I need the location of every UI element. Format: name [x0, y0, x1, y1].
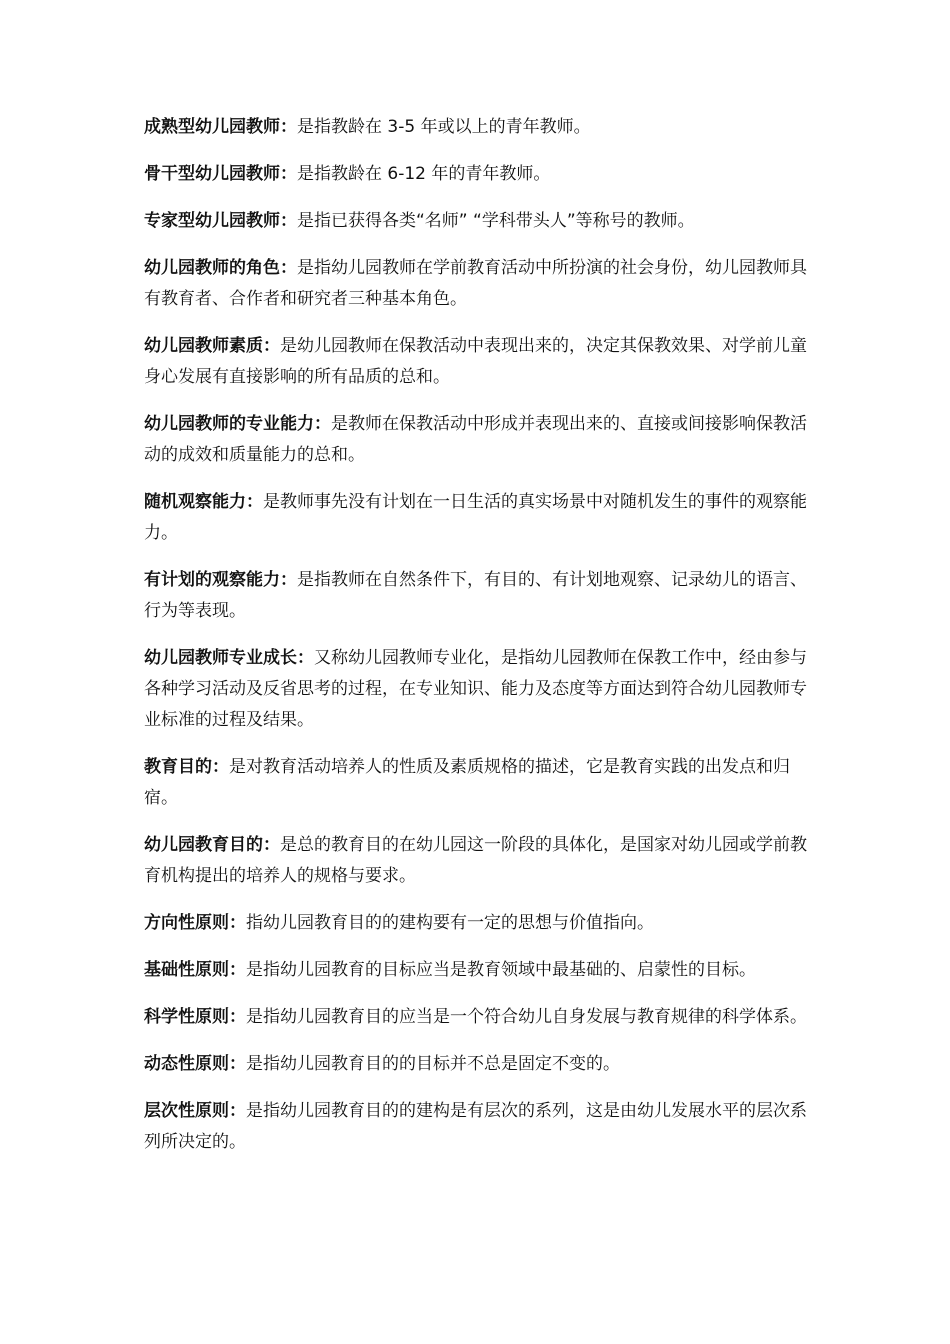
entry-term: 基础性原则： — [144, 960, 246, 980]
glossary-entry-professional-growth — [144, 643, 810, 736]
glossary-entry-foundation-principle — [144, 955, 810, 986]
glossary-entry-planned-observation — [144, 565, 810, 627]
entry-definition: 是指幼儿园教育目的应当是一个符合幼儿自身发展与教育规律的科学体系。 — [246, 1007, 807, 1027]
entry-term: 动态性原则： — [144, 1054, 246, 1074]
entry-term: 幼儿园教师的角色： — [144, 258, 297, 278]
entry-term: 随机观察能力： — [144, 492, 263, 512]
entry-term: 成熟型幼儿园教师： — [144, 117, 297, 137]
entry-term: 层次性原则： — [144, 1101, 246, 1121]
glossary-entry-teacher-role — [144, 253, 810, 315]
entry-definition: 是指幼儿园教师在学前教育活动中所扮演的社会身份，幼儿园教师具有教育者、合作者和研究者三种基本角色。 — [144, 258, 807, 309]
entry-definition: 指幼儿园教育目的的建构要有一定的思想与价值指向。 — [246, 913, 654, 933]
entry-definition: 是指教龄在 3-5 年或以上的青年教师。 — [297, 117, 591, 137]
glossary-entry-backbone-teacher — [144, 159, 810, 190]
glossary-entry-teacher-quality — [144, 331, 810, 393]
glossary-entry-direction-principle — [144, 908, 810, 939]
entry-definition: 又称幼儿园教师专业化，是指幼儿园教师在保教工作中，经由参与各种学习活动及反省思考的过程，在专业知识、能力及态度等方面达到符合幼儿园教师专业标准的过程及结果。 — [144, 648, 807, 730]
glossary-entry-hierarchy-principle — [144, 1096, 810, 1158]
entry-definition: 是指幼儿园教育的目标应当是教育领域中最基础的、启蒙性的目标。 — [246, 960, 756, 980]
entry-definition: 是对教育活动培养人的性质及素质规格的描述，它是教育实践的出发点和归宿。 — [144, 757, 790, 808]
entry-definition: 是教师在保教活动中形成并表现出来的、直接或间接影响保教活动的成效和质量能力的总和。 — [144, 414, 807, 465]
entry-term: 科学性原则： — [144, 1007, 246, 1027]
glossary-entry-education-purpose — [144, 752, 810, 814]
entry-definition: 是教师事先没有计划在一日生活的真实场景中对随机发生的事件的观察能力。 — [144, 492, 807, 543]
entry-definition: 是指教师在自然条件下，有目的、有计划地观察、记录幼儿的语言、行为等表现。 — [144, 570, 807, 621]
glossary-list — [144, 112, 810, 1174]
entry-definition: 是指已获得各类“名师” “学科带头人”等称号的教师。 — [297, 211, 695, 231]
glossary-entry-mature-teacher — [144, 112, 810, 143]
entry-definition: 是指教龄在 6-12 年的青年教师。 — [297, 164, 551, 184]
entry-term: 幼儿园教师素质： — [144, 336, 280, 356]
glossary-entry-scientific-principle — [144, 1002, 810, 1033]
entry-definition: 是幼儿园教师在保教活动中表现出来的，决定其保教效果、对学前儿童身心发展有直接影响的所有品质的总和。 — [144, 336, 807, 387]
entry-definition: 是总的教育目的在幼儿园这一阶段的具体化，是国家对幼儿园或学前教育机构提出的培养人的规格与要求。 — [144, 835, 807, 886]
glossary-entry-professional-ability — [144, 409, 810, 471]
entry-term: 教育目的： — [144, 757, 229, 777]
entry-term: 有计划的观察能力： — [144, 570, 297, 590]
entry-term: 幼儿园教师的专业能力： — [144, 414, 331, 434]
entry-term: 方向性原则： — [144, 913, 246, 933]
glossary-entry-random-observation — [144, 487, 810, 549]
glossary-entry-expert-teacher — [144, 206, 810, 237]
entry-definition: 是指幼儿园教育目的的目标并不总是固定不变的。 — [246, 1054, 620, 1074]
entry-term: 专家型幼儿园教师： — [144, 211, 297, 231]
entry-definition: 是指幼儿园教育目的的建构是有层次的系列，这是由幼儿发展水平的层次系列所决定的。 — [144, 1101, 807, 1152]
glossary-entry-dynamic-principle — [144, 1049, 810, 1080]
glossary-entry-kindergarten-education-purpose — [144, 830, 810, 892]
entry-term: 幼儿园教育目的： — [144, 835, 280, 855]
entry-term: 骨干型幼儿园教师： — [144, 164, 297, 184]
entry-term: 幼儿园教师专业成长： — [144, 648, 314, 668]
